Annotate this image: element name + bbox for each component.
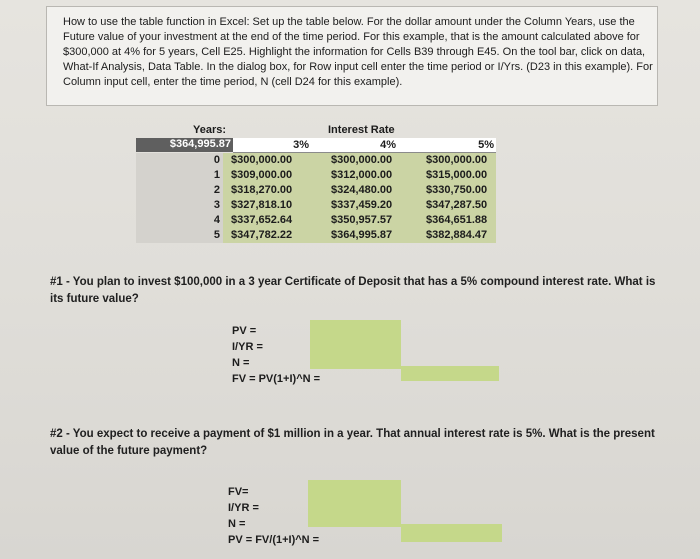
rate-3: 3% xyxy=(293,139,309,151)
table-cell: $364,651.88 xyxy=(426,214,488,226)
q1-answer-input-cell[interactable] xyxy=(310,320,401,369)
years-label: Years: xyxy=(193,124,227,136)
row-n: 5 xyxy=(213,229,220,241)
table-cell: $337,459.20 xyxy=(331,199,393,211)
table-cell: $324,480.00 xyxy=(331,184,393,196)
table-cell: $318,270.00 xyxy=(231,184,293,196)
q1-fv-answer-cell[interactable] xyxy=(401,366,499,381)
q2-pv-formula-label: PV = FV/(1+I)^N = xyxy=(228,534,320,546)
table-cell: $327,818.10 xyxy=(231,199,293,211)
corner-value: $364,995.87 xyxy=(169,138,231,150)
q2-fv-label: FV= xyxy=(228,486,249,498)
table-cell: $312,000.00 xyxy=(331,169,393,181)
q1-iyr-label: I/YR = xyxy=(232,341,263,353)
table-cell: $315,000.00 xyxy=(426,169,488,181)
q1-pv-label: PV = xyxy=(232,325,257,337)
q2-iyr-label: I/YR = xyxy=(228,502,259,514)
q2-pv-answer-cell[interactable] xyxy=(401,524,502,542)
table-cell: $347,782.22 xyxy=(231,229,293,241)
question-1-text: #1 - You plan to invest $100,000 in a 3 year Certificate of Deposit that has a 5% compound interest rate. What is its future value? xyxy=(50,276,656,305)
row-n: 0 xyxy=(213,154,220,166)
table-cell: $309,000.00 xyxy=(231,169,293,181)
question-2-text: #2 - You expect to receive a payment of $1 million in a year. That annual interest rate is 5%. What is the present value of the future payment? xyxy=(50,428,655,457)
table-cell: $337,652.64 xyxy=(231,214,293,226)
q2-n-label: N = xyxy=(228,518,246,530)
row-n: 3 xyxy=(213,199,220,211)
table-cell: $382,884.47 xyxy=(426,229,488,241)
instructions-text: How to use the table function in Excel: Set up the table below. For the dollar amount under the Column Years, use the Future value of your investment at the end of the time period. For this example, that is the amount calculated above for $300,000 at 4% for 5 years, Cell E25. Highlight the information for Cells B39 through E45. On the tool bar, click on data, What-If Analysis, Data Table. In the dialog box, for Row input cell enter the time period or I/Yrs. (D23 in this example). For Column input cell, enter the time period, N (cell D24 for this example). xyxy=(63,16,653,88)
table-cell: $300,000.00 xyxy=(231,154,293,166)
row-n: 1 xyxy=(213,169,220,181)
table-cell: $330,750.00 xyxy=(426,184,488,196)
table-cell: $300,000.00 xyxy=(426,154,488,166)
rate-4: 4% xyxy=(380,139,396,151)
q1-fv-formula-label: FV = PV(1+I)^N = xyxy=(232,373,321,385)
q1-n-label: N = xyxy=(232,357,250,369)
rate-5: 5% xyxy=(478,139,494,151)
row-n: 2 xyxy=(213,184,220,196)
table-cell: $364,995.87 xyxy=(331,229,393,241)
row-n: 4 xyxy=(213,214,220,226)
interest-rate-label: Interest Rate xyxy=(328,124,395,136)
q2-answer-input-cell[interactable] xyxy=(308,480,401,527)
table-cell: $300,000.00 xyxy=(331,154,393,166)
table-cell: $350,957.57 xyxy=(331,214,393,226)
table-cell: $347,287.50 xyxy=(426,199,488,211)
